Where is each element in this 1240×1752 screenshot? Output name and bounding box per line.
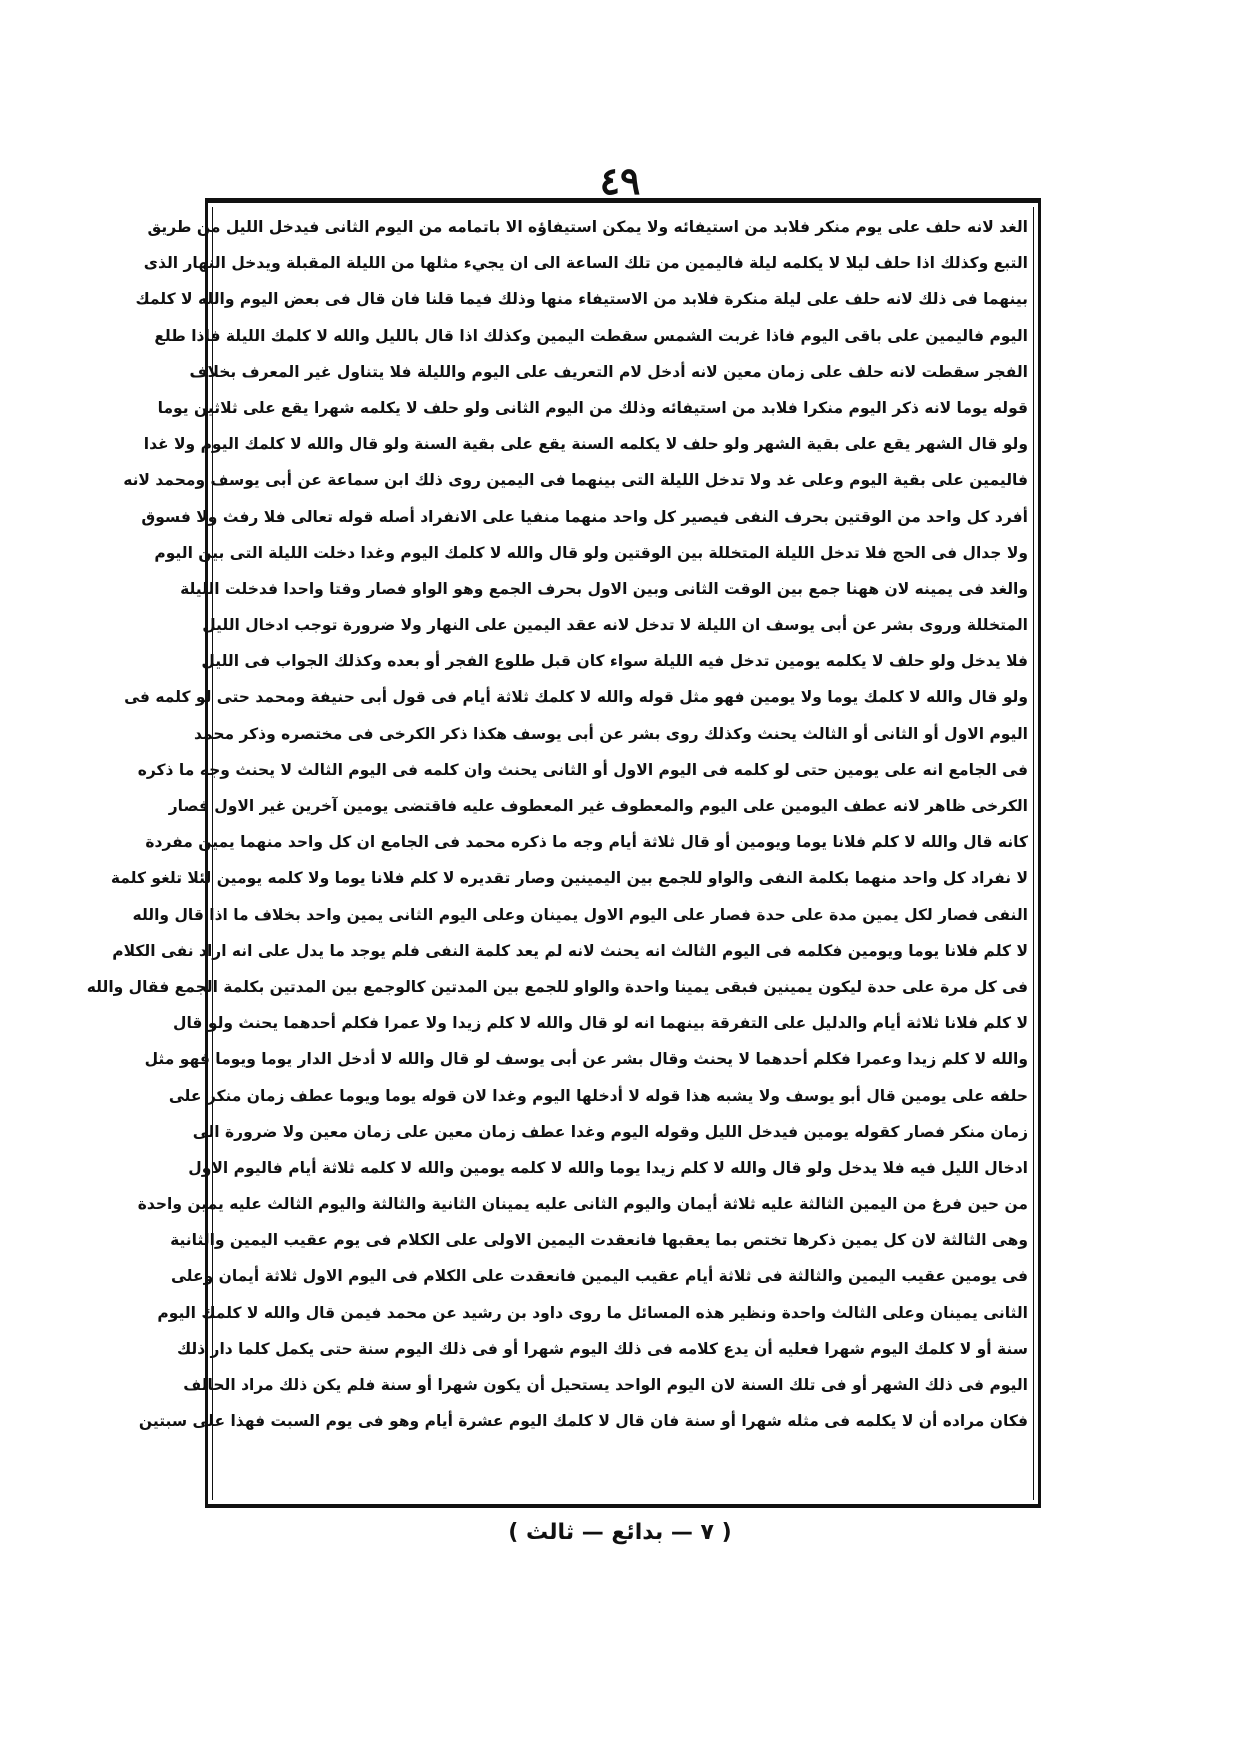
- text-line: الثانى يمينان وعلى الثالث واحدة ونظير هذه المسائل ما روى داود بن رشيد عن محمد فيمن قال والله لا كلمك اليوم: [157, 1303, 1028, 1322]
- text-line: وهى الثالثة لان كل يمين ذكرها تختص بما يعقبها فانعقدت اليمين الاولى على الكلام فى يوم عقيب اليمين والثانية: [170, 1231, 1028, 1250]
- text-line: لا نفراد كل واحد منهما بكلمة النفى والواو للجمع بين اليمينين وصار تقديره لا كلم فلانا يوما ولا كلمه يومين لئلا تلغو كلمة: [110, 869, 1028, 888]
- text-line: اليوم فاليمين على باقى اليوم فاذا غربت الشمس سقطت اليمين وكذلك اذا قال بالليل والله لا كلمك الليلة فاذا طلع: [154, 326, 1028, 345]
- text-line: اليوم فى ذلك الشهر أو فى تلك السنة لان اليوم الواحد يستحيل أن يكون شهرا أو سنة فلم يكن ذلك مراد الحالف: [183, 1376, 1028, 1394]
- text-line: فكان مراده أن لا يكلمه فى مثله شهرا أو سنة فان قال لا كلمك اليوم عشرة أيام وهو فى يوم السبت فهذا على سبتين: [138, 1412, 1028, 1431]
- text-line: النفى فصار لكل يمين مدة على حدة فصار على اليوم الاول يمينان وعلى اليوم الثانى يمين واحد بخلاف ما اذا قال والله: [132, 905, 1028, 924]
- text-line: فى كل مرة على حدة ليكون يمينين فبقى يمينا واحدة والواو للجمع بين المدتين كالوجمع بين المدتين بكلمة الجمع فقال والله: [86, 977, 1028, 996]
- text-line: لا كلم فلانا يوما ويومين فكلمه فى اليوم الثالث انه يحنث لانه لم يعد كلمة النفى فلم يوجد ما يدل على انه اراد نفى الكلام: [112, 941, 1028, 960]
- text-line: كانه قال والله لا كلم فلانا يوما ويومين أو قال ثلاثة أيام وجه ما ذكره محمد فى الجامع ان كل واحد منهما يمين مفردة: [145, 833, 1028, 852]
- text-frame: [86, 198, 1041, 1508]
- body-text: [86, 209, 1028, 1439]
- text-line: سنة أو لا كلمك اليوم شهرا فعليه أن يدع كلامه فى ذلك اليوم شهرا أو فى ذلك اليوم سنة حتى يكمل كلما دار ذلك: [176, 1339, 1028, 1358]
- text-line: فى يومين عقيب اليمين والثالثة فى ثلاثة أيام عقيب اليمين فانعقدت على الكلام فى اليوم الاول ثلاثة أيمان وعلى: [170, 1267, 1028, 1286]
- text-line: والغد فى يمينه لان ههنا جمع بين الوقت الثانى وبين الاول بحرف الجمع وهو الواو فصار وقتا واحدا فدخلت الليلة: [180, 579, 1028, 598]
- text-line: الكرخى ظاهر لانه عطف اليومين على اليوم والمعطوف غير المعطوف عليه فاقتضى يومين آخرين غير الاول فصار: [168, 797, 1028, 815]
- text-line: قوله يوما لانه ذكر اليوم منكرا فلابد من استيفائه وذلك من اليوم الثانى ولو حلف لا يكلمه شهرا يقع على ثلاثين يوما: [157, 398, 1028, 417]
- text-line: ولا جدال فى الحج فلا تدخل الليلة المتخللة بين الوقتين ولو قال والله لا كلمك اليوم وغدا دخلت الليلة التى بين اليوم: [154, 543, 1028, 562]
- text-line: من حين فرغ من اليمين الثالثة عليه ثلاثة أيمان واليوم الثانى عليه يمينان الثانية والثالثة واليوم الثالث عليه يمين واحدة: [137, 1195, 1028, 1214]
- text-line: والله لا كلم زيدا وعمرا فكلم أحدهما لا يحنث وقال بشر عن أبى يوسف لو قال والله لا أدخل الدار يوما ويوما فهو مثل: [144, 1050, 1028, 1069]
- text-line: الفجر سقطت لانه حلف على زمان معين لانه أدخل لام التعريف على اليوم والليلة فلا يتناول غير المعرف بخلاف: [189, 362, 1028, 381]
- text-line: المتخللة وروى بشر عن أبى يوسف ان الليلة لا تدخل لانه عقد اليمين على النهار ولا ضرورة توجب ادخال الليل: [202, 616, 1028, 635]
- text-line: التبع وكذلك اذا حلف ليلا لا يكلمه ليلة فاليمين من تلك الساعة الى ان يجيء مثلها من الليلة المقبلة ويدخل النهار الذى: [143, 254, 1028, 273]
- text-line: حلفه على يومين قال أبو يوسف ولا يشبه هذا قوله لا أدخلها اليوم وغدا لان قوله يوما ويوما عطف زمان منكر على: [168, 1086, 1028, 1105]
- text-line: اليوم الاول أو الثانى أو الثالث يحنث وكذلك روى بشر عن أبى يوسف هكذا ذكر الكرخى فى مختصره وذكر محمد: [194, 724, 1028, 743]
- text-line: ادخال الليل فيه فلا يدخل ولو قال والله لا كلم زيدا يوما والله لا كلمه يومين والله لا كلمه ثلاثة أيام فاليوم الاول: [188, 1158, 1028, 1177]
- text-line: زمان منكر فصار كقوله يومين فيدخل الليل وقوله اليوم وغدا عطف زمان معين على زمان معين ولا ضرورة الى: [192, 1122, 1028, 1141]
- text-line: بينهما فى ذلك لانه حلف على ليلة منكرة فلابد من الاستيفاء منها وذلك فيما قلنا فان قال فى بعض اليوم والله لا كلمك: [135, 290, 1028, 309]
- text-line: فاليمين على بقية اليوم وعلى غد ولا تدخل الليلة التى بينهما فى اليمين روى ذلك ابن سماعة عن أبى يوسف ومحمد لانه: [123, 471, 1028, 490]
- text-line: فى الجامع انه على يومين حتى لو كلمه فى اليوم الاول أو الثانى يحنث وان كلمه فى اليوم الثالث لا يحنث وجه ما ذكره: [137, 760, 1028, 779]
- text-line: أفرد كل واحد من الوقتين بحرف النفى فيصير كل واحد منهما منفيا على الانفراد أصله قوله تعالى فلا رفث ولا فسوق: [141, 507, 1028, 526]
- page-footer: ( ٧ — بدائع — ثالث ): [508, 1520, 732, 1545]
- text-line: ولو قال والله لا كلمك يوما ولا يومين فهو مثل قوله والله لا كلمك ثلاثة أيام فى قول أبى حنيفة ومحمد حتى لو كلمه فى: [124, 688, 1028, 707]
- text-line: لا كلم فلانا ثلاثة أيام والدليل على التفرقة بينهما انه لو قال والله لا كلم زيدا ولا عمرا فكلم أحدهما يحنث ولو قال: [173, 1014, 1028, 1033]
- text-line: ولو قال الشهر يقع على بقية الشهر ولو حلف لا يكلمه السنة يقع على بقية السنة ولو قال والله لا كلمك اليوم ولا غدا: [143, 435, 1028, 454]
- text-line: الغد لانه حلف على يوم منكر فلابد من استيفائه ولا يمكن استيفاؤه الا باتمامه من اليوم الثانى فيدخل الليل من طريق: [147, 218, 1028, 236]
- text-line: فلا يدخل ولو حلف لا يكلمه يومين تدخل فيه الليلة سواء كان قبل طلوع الفجر أو بعده وكذلك الجواب فى الليل: [201, 652, 1028, 671]
- page-number: ٤٩: [599, 158, 641, 203]
